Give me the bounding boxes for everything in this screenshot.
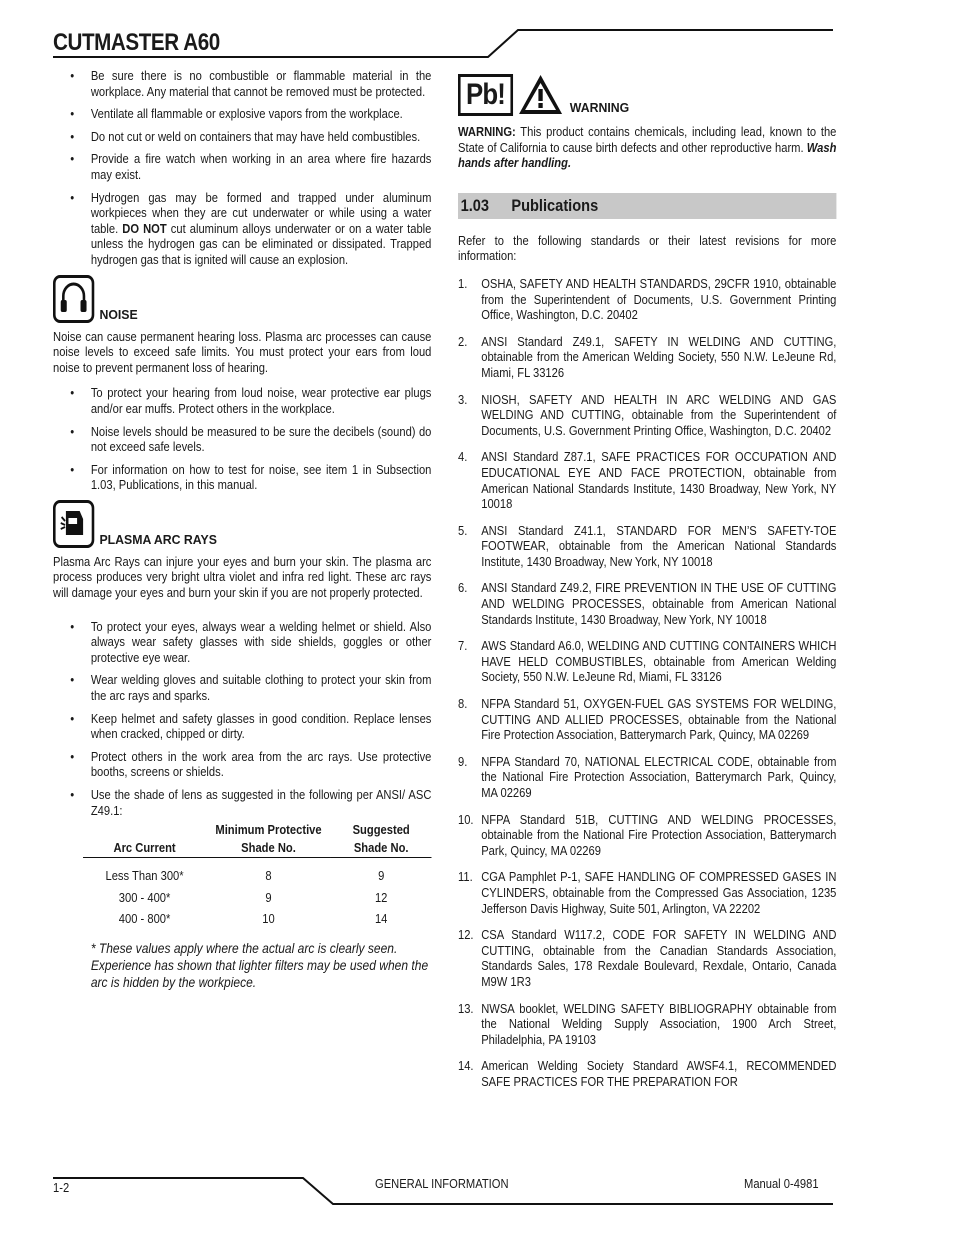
table-row (83, 887, 431, 909)
table-header-cell: Arc Current (83, 840, 206, 858)
page-number: 1-2 (53, 1180, 70, 1195)
table-cell: 9 (265, 889, 272, 905)
publication-item (458, 1001, 836, 1048)
publication-text: ANSI Standard Z41.1, STANDARD FOR MEN’S SAFETY-TOE FOOTWEAR, obtainable from the American National Standards Institute, 1430 Broadway, New York, NY 10018 (481, 522, 837, 569)
table-cell: 8 (265, 868, 272, 884)
list-item-hydrogen (53, 190, 431, 268)
noise-heading: NOISE (99, 306, 138, 322)
publication-text: NFPA Standard 51, OXYGEN-FUEL GAS SYSTEMS FOR WELDING, CUTTING AND ALLIED PROCESSES, obtainable from the National Fire Protection Association, Batterymarch Park, Quincy, MA 02269 (481, 696, 837, 743)
publication-item (458, 523, 836, 570)
publication-item (458, 580, 836, 627)
publication-text: American Welding Society Standard AWSF4.1, RECOMMENDED SAFE PRACTICES FOR THE PREPARATION FOR (481, 1058, 837, 1089)
publication-item (458, 696, 836, 743)
warning-emphasis: Wash hands after handling. (458, 139, 837, 171)
publication-number: 12. (458, 927, 474, 943)
publication-text: ANSI Standard Z49.1, SAFETY IN WELDING AND CUTTING, obtainable from the American Welding Society, 550 N.W. LeJeune Rd, Miami, FL 33126 (481, 333, 837, 380)
list-item: • Keep helmet and safety glasses in good condition. Replace lenses when cracked, chipped or dirty. (53, 711, 431, 742)
publication-number: 13. (458, 1000, 474, 1016)
arc-rays-paragraph: Plasma Arc Rays can injure your eyes and burn your skin. The plasma arc process produces very bright ultra violet and infra red light. These arc rays will damage your eyes and burn your skin if you are not properly protected. (53, 553, 432, 601)
list-item: • Provide a fire watch when working in an area where fire hazards may exist. (53, 151, 431, 182)
noise-heading-row (53, 275, 431, 323)
hydrogen-text: Hydrogen gas may be formed and trapped under aluminum workpieces when they are cut underwater or while using a water table. (90, 189, 432, 236)
publication-text: CSA Standard W117.2, CODE FOR SAFETY IN WELDING AND CUTTING, obtainable from the Canadian Standards Association, Standards Sales, 178 Rexdale Boulevard, Rexdale, Ontario, Canada M9W 1R3 (481, 927, 837, 989)
warning-heading: WARNING (569, 100, 630, 116)
publication-text: CGA Pamphlet P-1, SAFE HANDLING OF COMPRESSED GASES IN CYLINDERS, obtainable from the Compressed Gas Association, 1235 Jefferson Davis Highway, Suite 501, Arlington, VA 22202 (481, 869, 837, 916)
warning-body: This product contains chemicals, including lead, known to the State of California to cause birth defects and other reproductive harm. (458, 124, 837, 155)
arc-rays-list (53, 619, 431, 819)
do-not-emphasis: DO NOT (122, 220, 167, 236)
fire-safety-list (53, 68, 431, 268)
table-footnote: * These values apply where the actual arc is clearly seen. Experience has shown that lighter filters may be used when the arc is hidden by the workpiece. (90, 939, 429, 990)
publication-item (458, 392, 836, 439)
list-item: • Protect others in the work area from the arc rays. Use protective booths, screens or shields. (53, 749, 431, 780)
list-item: • Do not cut or weld on containers that may have held combustibles. (53, 129, 431, 145)
list-item: • Noise levels should be measured to be sure the decibels (sound) do not exceed safe levels. (53, 424, 431, 455)
list-item: • Ventilate all flammable or explosive vapors from the workplace. (53, 106, 431, 122)
table-cell: 10 (262, 911, 275, 927)
publication-text: NFPA Standard 51B, CUTTING AND WELDING PROCESSES, obtainable from the National Fire Protection Association, Batterymarch Park, Quincy, MA 02269 (481, 811, 837, 858)
table-header-cell: Minimum Protective (215, 822, 322, 838)
left-column (53, 68, 431, 991)
table-header-cell: Suggested (352, 822, 410, 838)
table-cell: 14 (374, 911, 388, 927)
publication-item (458, 812, 836, 859)
welding-helmet-icon (53, 500, 94, 548)
ear-protection-icon (53, 275, 94, 323)
arc-rays-heading-row (53, 500, 431, 548)
publication-item (458, 869, 836, 916)
publication-item (458, 449, 836, 511)
table-cell: 9 (378, 868, 385, 884)
publication-number: 7. (458, 638, 468, 654)
list-item: • To protect your eyes, always wear a welding helmet or shield. Also always wear safety glasses with side shields, goggles or other protective eye wear. (53, 619, 431, 666)
shade-table (83, 822, 431, 930)
publication-item (458, 927, 836, 989)
table-row (83, 858, 431, 887)
publication-text: NIOSH, SAFETY AND HEALTH IN ARC WELDING AND GAS WELDING AND CUTTING, obtainable from the Superintendent of Documents, U.S. Government Printing Office, Washington, D.C. 20402 (481, 391, 837, 438)
publication-number: 6. (458, 580, 468, 596)
list-item: • Use the shade of lens as suggested in the following per ANSI/ ASC Z49.1: (53, 787, 431, 818)
publication-number: 5. (458, 522, 468, 538)
publication-number: 14. (458, 1058, 474, 1074)
table-header-cell (83, 822, 206, 840)
right-column (458, 72, 836, 1101)
publication-text: NFPA Standard 70, NATIONAL ELECTRICAL CODE, obtainable from the National Fire Protection Association, Batterymarch Park, Quincy, MA 02269 (481, 753, 837, 800)
warning-triangle-icon (516, 72, 564, 116)
publication-text: NWSA booklet, WELDING SAFETY BIBLIOGRAPHY obtainable from the National Welding Supply Association, 1900 Arch Street, Philadelphia, PA 19103 (481, 1000, 837, 1047)
list-item: • Wear welding gloves and suitable clothing to protect your skin from the arc rays and sparks. (53, 672, 431, 703)
noise-paragraph: Noise can cause permanent hearing loss. Plasma arc processes can cause noise levels to exceed safe limits. You must protect your ears from loud noise to prevent permanent loss of hearing. (53, 328, 432, 375)
section-number: 1.03 (460, 195, 490, 215)
section-header (458, 193, 836, 219)
warning-label: WARNING: (458, 124, 516, 139)
list-item: • To protect your hearing from loud noise, wear protective ear plugs and/or ear muffs. Protect others in the workplace. (53, 385, 431, 416)
section-title: Publications (511, 195, 599, 215)
publication-item (458, 638, 836, 685)
footer-section: GENERAL INFORMATION (375, 1176, 509, 1191)
list-item: • For information on how to test for noise, see item 1 in Subsection 1.03, Publications, in this manual. (53, 462, 431, 493)
publication-text: ANSI Standard Z49.2, FIRE PREVENTION IN THE USE OF CUTTING AND WELDING PROCESSES, obtainable from American National Standards Institute, 1430 Broadway, New York, NY 10018 (481, 580, 837, 627)
table-cell: Less Than 300* (105, 868, 184, 884)
publication-text: AWS Standard A6.0, WELDING AND CUTTING CONTAINERS WHICH HAVE HELD COMBUSTIBLES, obtainable from American Welding Society, 550 N.W. LeJeune Rd, Miami, FL 33126 (481, 638, 837, 685)
publication-item (458, 334, 836, 381)
list-item: • Be sure there is no combustible or flammable material in the workplace. Any material that cannot be removed must be protected. (53, 68, 431, 99)
publication-number: 10. (458, 811, 474, 827)
publication-text: ANSI Standard Z87.1, SAFE PRACTICES FOR OCCUPATION AND EDUCATIONAL EYE AND FACE PROTECTION, obtainable from American National Standards Institute, 1430 Broadway, New York, NY 10018 (481, 449, 837, 512)
page-title: CUTMASTER A60 (53, 29, 220, 56)
publication-item (458, 276, 836, 323)
arc-rays-heading: PLASMA ARC RAYS (99, 532, 217, 548)
publication-number: 4. (458, 449, 468, 465)
publications-list (458, 276, 836, 1090)
publication-number: 11. (458, 869, 473, 885)
publication-number: 1. (458, 275, 468, 291)
noise-list (53, 385, 431, 493)
manual-number: Manual 0-4981 (744, 1176, 819, 1191)
table-cell: 400 - 800* (118, 911, 171, 927)
hydrogen-text-cont: cut aluminum alloys underwater or on a water table unless the hydrogen gas can be eliminated or dissipated. Trapped hydrogen gas that is ignited will cause an explosion. (90, 220, 432, 267)
publication-number: 9. (458, 753, 468, 769)
publication-item (458, 1058, 836, 1089)
publication-number: 2. (458, 333, 468, 349)
table-cell: 300 - 400* (118, 889, 171, 905)
table-row (83, 908, 431, 930)
publication-number: 8. (458, 696, 468, 712)
table-header-cell: Shade No. (331, 840, 431, 858)
lead-pb-icon: Pb! (458, 74, 513, 116)
section-intro: Refer to the following standards or their latest revisions for more information: (458, 232, 837, 264)
publication-text: OSHA, SAFETY AND HEALTH STANDARDS, 29CFR 1910, obtainable from the Superintendent of Documents, U.S. Government Printing Office, Washington, D.C. 20402 (481, 275, 837, 323)
table-header-cell: Shade No. (206, 840, 331, 858)
publication-item (458, 754, 836, 801)
table-cell: 12 (374, 889, 388, 905)
warning-text (458, 124, 836, 171)
warning-heading-row (458, 72, 836, 116)
publication-number: 3. (458, 391, 468, 407)
